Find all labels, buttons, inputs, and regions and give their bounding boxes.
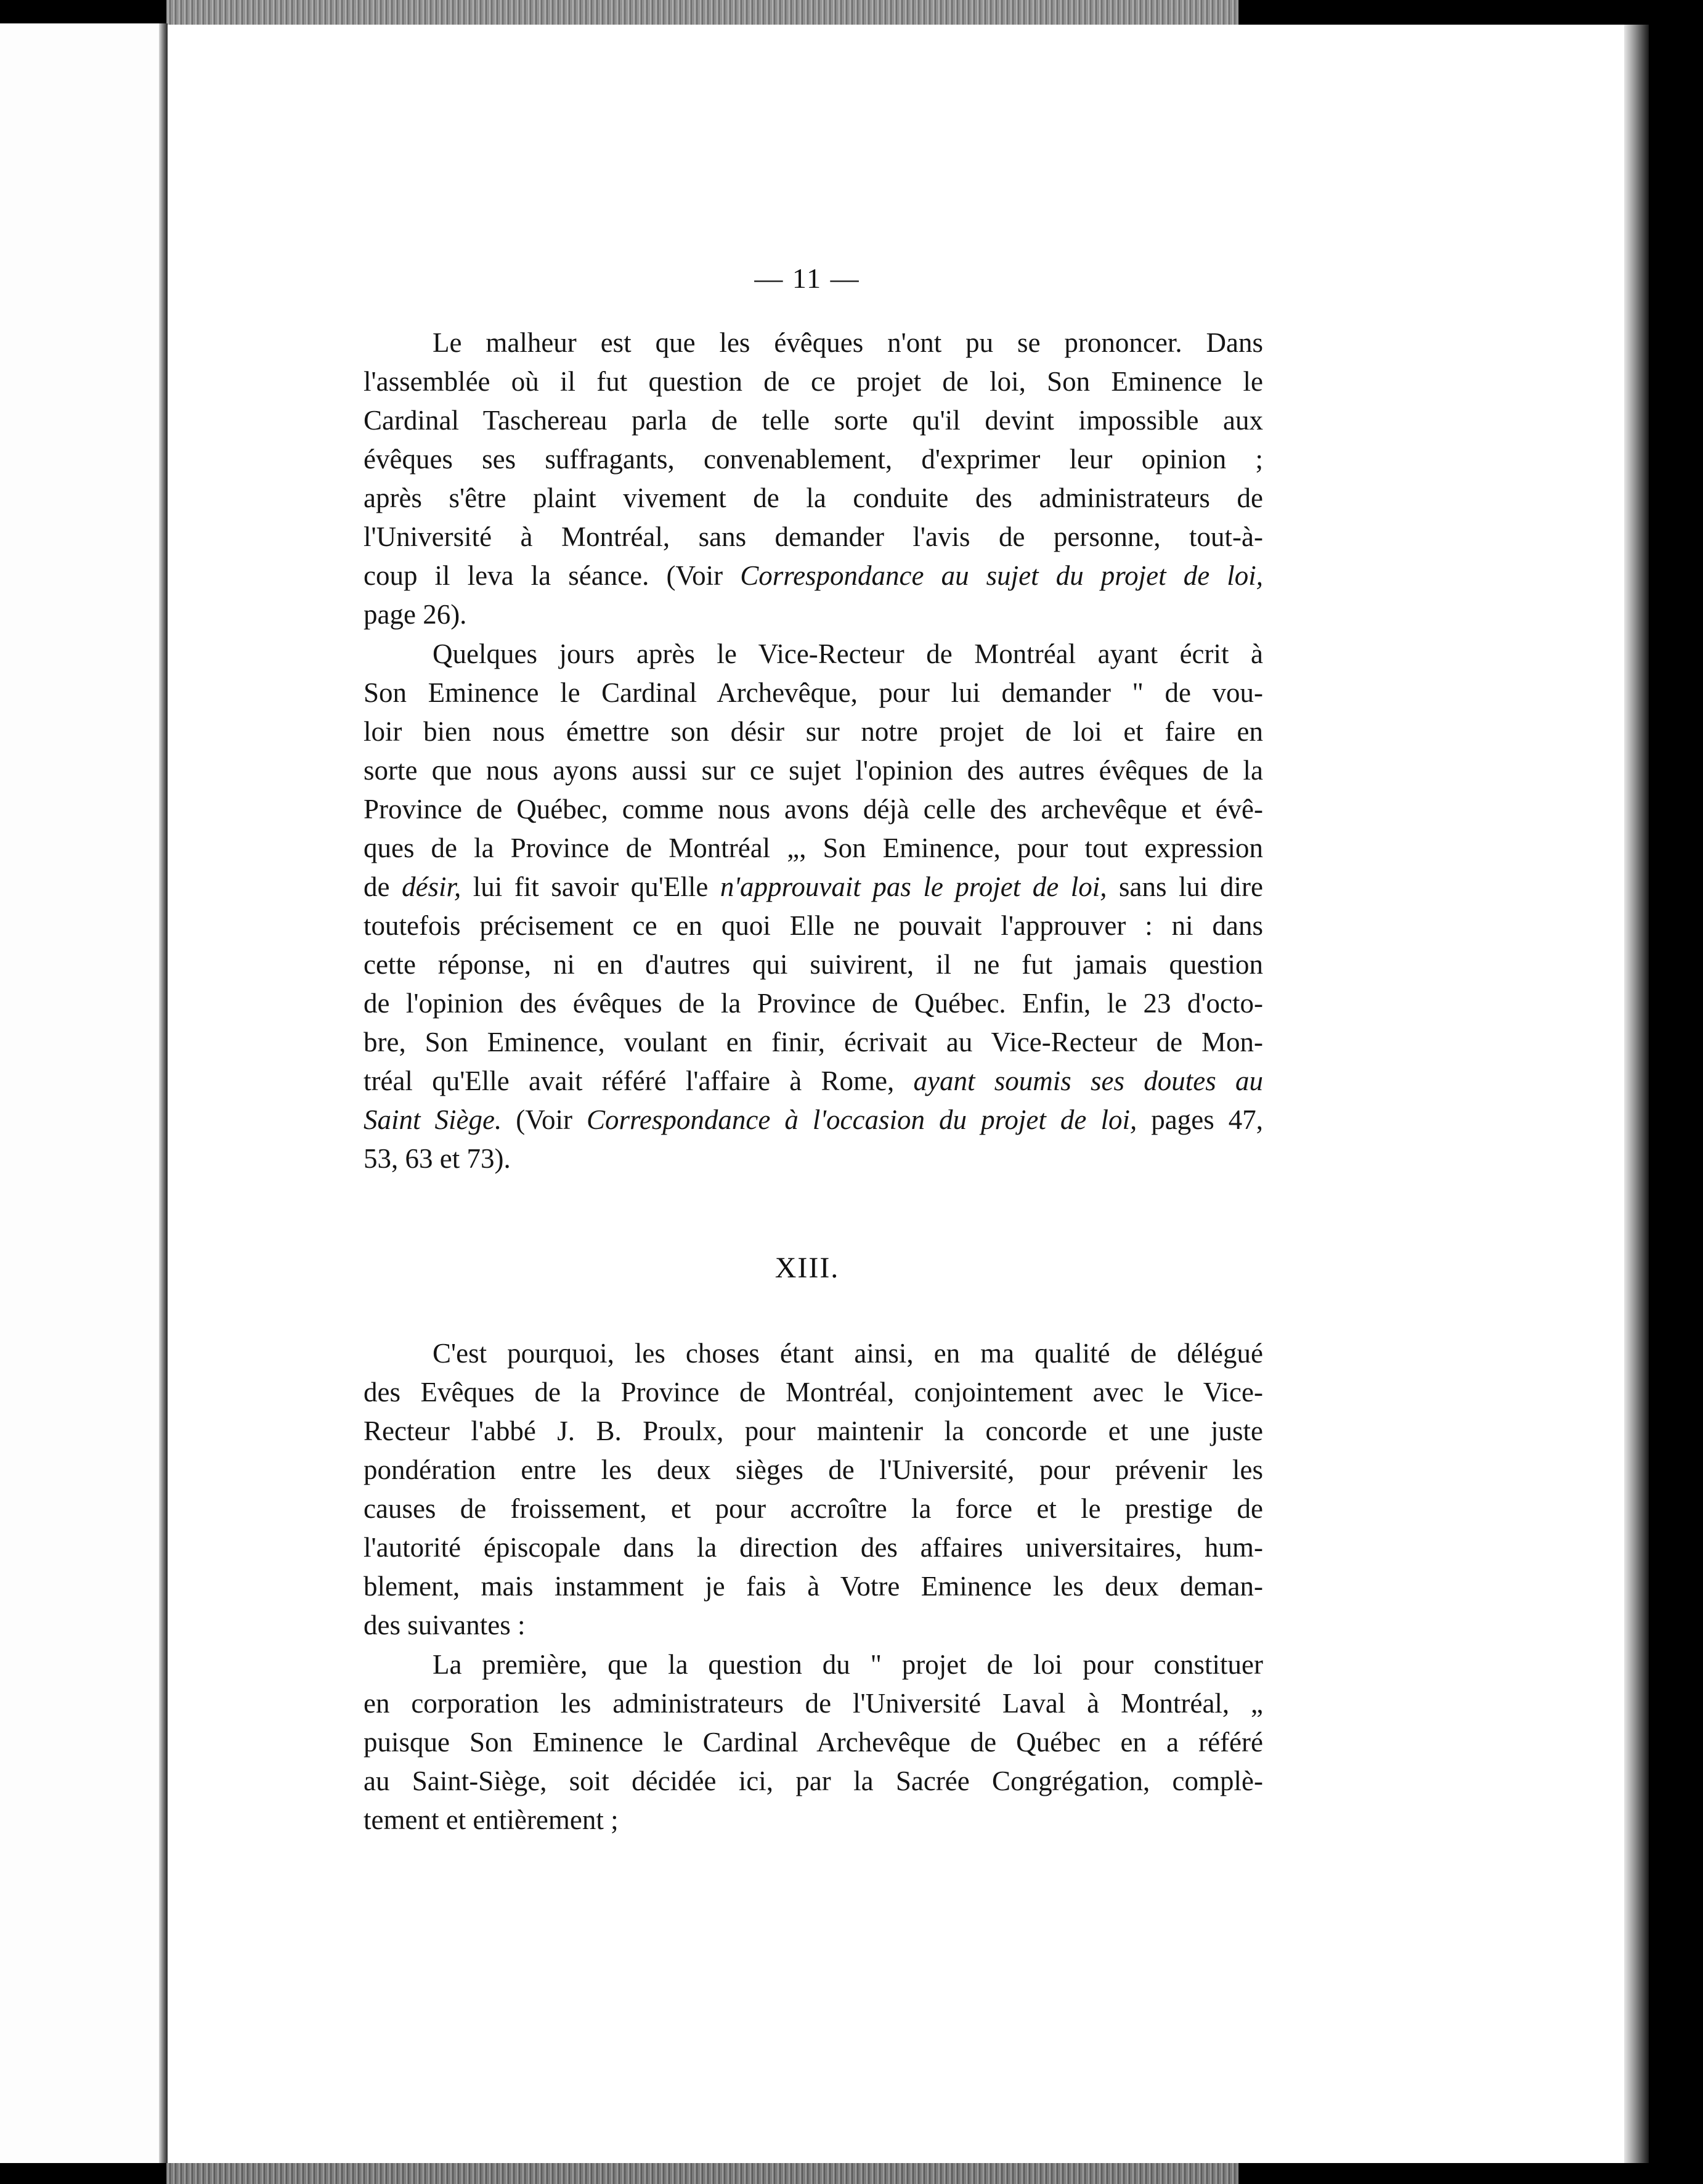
text-line: puisque Son Eminence le Cardinal Archevêque de Québec en a référé xyxy=(364,1727,1263,1758)
text-line: La première, que la question du " projet de loi pour constituer xyxy=(433,1649,1263,1680)
text-line: Saint Siège. (Voir Correspondance à l'occasion du projet de loi, pages 47, xyxy=(364,1104,1263,1135)
text-line: Le malheur est que les évêques n'ont pu se prononcer. Dans xyxy=(433,327,1263,358)
text-line: bre, Son Eminence, voulant en finir, écrivait au Vice-Recteur de Mon- xyxy=(364,1027,1263,1057)
text-line: après s'être plaint vivement de la conduite des administrateurs de xyxy=(364,483,1263,513)
text-line: Recteur l'abbé J. B. Proulx, pour maintenir la concorde et une juste xyxy=(364,1416,1263,1446)
paragraph-3 xyxy=(364,1334,1263,1645)
text-line: pondération entre les deux sièges de l'Université, pour prévenir les xyxy=(364,1454,1263,1485)
text-line: l'autorité épiscopale dans la direction des affaires universitaires, hum- xyxy=(364,1532,1263,1563)
text-line: l'Université à Montréal, sans demander l'avis de personne, tout-à- xyxy=(364,521,1263,552)
text-line: C'est pourquoi, les choses étant ainsi, en ma qualité de délégué xyxy=(433,1338,1263,1369)
text-line: causes de froissement, et pour accroître la force et le prestige de xyxy=(364,1493,1263,1524)
text-line: sorte que nous ayons aussi sur ce sujet l'opinion des autres évêques de la xyxy=(364,755,1263,786)
text-line: tement et entièrement ; xyxy=(364,1804,619,1835)
text-line: loir bien nous émettre son désir sur notre projet de loi et faire en xyxy=(364,716,1263,747)
page-number: — 11 — xyxy=(754,263,860,294)
scan-top-border xyxy=(166,0,1238,26)
paragraph-4 xyxy=(364,1645,1263,1840)
text-line: ques de la Province de Montréal „, Son Eminence, pour tout expression xyxy=(364,833,1263,863)
text-line: au Saint-Siège, soit décidée ici, par la Sacrée Congrégation, complè- xyxy=(364,1766,1263,1796)
text-line: des suivantes : xyxy=(364,1610,526,1640)
page-right-edge xyxy=(1624,25,1649,2163)
scan-bottom-border xyxy=(166,2163,1238,2184)
text-line: des Evêques de la Province de Montréal, conjointement avec le Vice- xyxy=(364,1377,1263,1408)
paragraph-1 xyxy=(364,324,1263,634)
text-line: évêques ses suffragants, convenablement, d'exprimer leur opinion ; xyxy=(364,444,1263,475)
text-line: l'assemblée où il fut question de ce projet de loi, Son Eminence le xyxy=(364,366,1263,397)
text-line: Son Eminence le Cardinal Archevêque, pour lui demander " de vou- xyxy=(364,677,1263,708)
text-line: tréal qu'Elle avait référé l'affaire à Rome, ayant soumis ses doutes au xyxy=(364,1066,1263,1096)
text-line: en corporation les administrateurs de l'Université Laval à Montréal, „ xyxy=(364,1688,1263,1719)
paragraph-2 xyxy=(364,635,1263,1178)
book-gutter xyxy=(159,23,168,2163)
text-line: cette réponse, ni en d'autres qui suivirent, il ne fut jamais question xyxy=(364,949,1263,980)
text-line: toutefois précisement ce en quoi Elle ne pouvait l'approuver : ni dans xyxy=(364,910,1263,941)
text-line: Province de Québec, comme nous avons déjà celle des archevêque et évê- xyxy=(364,794,1263,825)
text-line: page 26). xyxy=(364,599,467,630)
text-line: 53, 63 et 73). xyxy=(364,1143,511,1174)
left-facing-page xyxy=(0,23,165,2163)
text-line: Quelques jours après le Vice-Recteur de Montréal ayant écrit à xyxy=(433,638,1263,669)
section-heading: XIII. xyxy=(774,1252,840,1284)
text-line: blement, mais instamment je fais à Votre Eminence les deux deman- xyxy=(364,1571,1263,1602)
text-line: de désir, lui fit savoir qu'Elle n'approuvait pas le projet de loi, sans lui dire xyxy=(364,871,1264,902)
text-line: coup il leva la séance. (Voir Correspondance au sujet du projet de loi, xyxy=(364,560,1264,591)
text-line: de l'opinion des évêques de la Province de Québec. Enfin, le 23 d'octo- xyxy=(364,988,1263,1019)
text-line: Cardinal Taschereau parla de telle sorte qu'il devint impossible aux xyxy=(364,405,1263,436)
